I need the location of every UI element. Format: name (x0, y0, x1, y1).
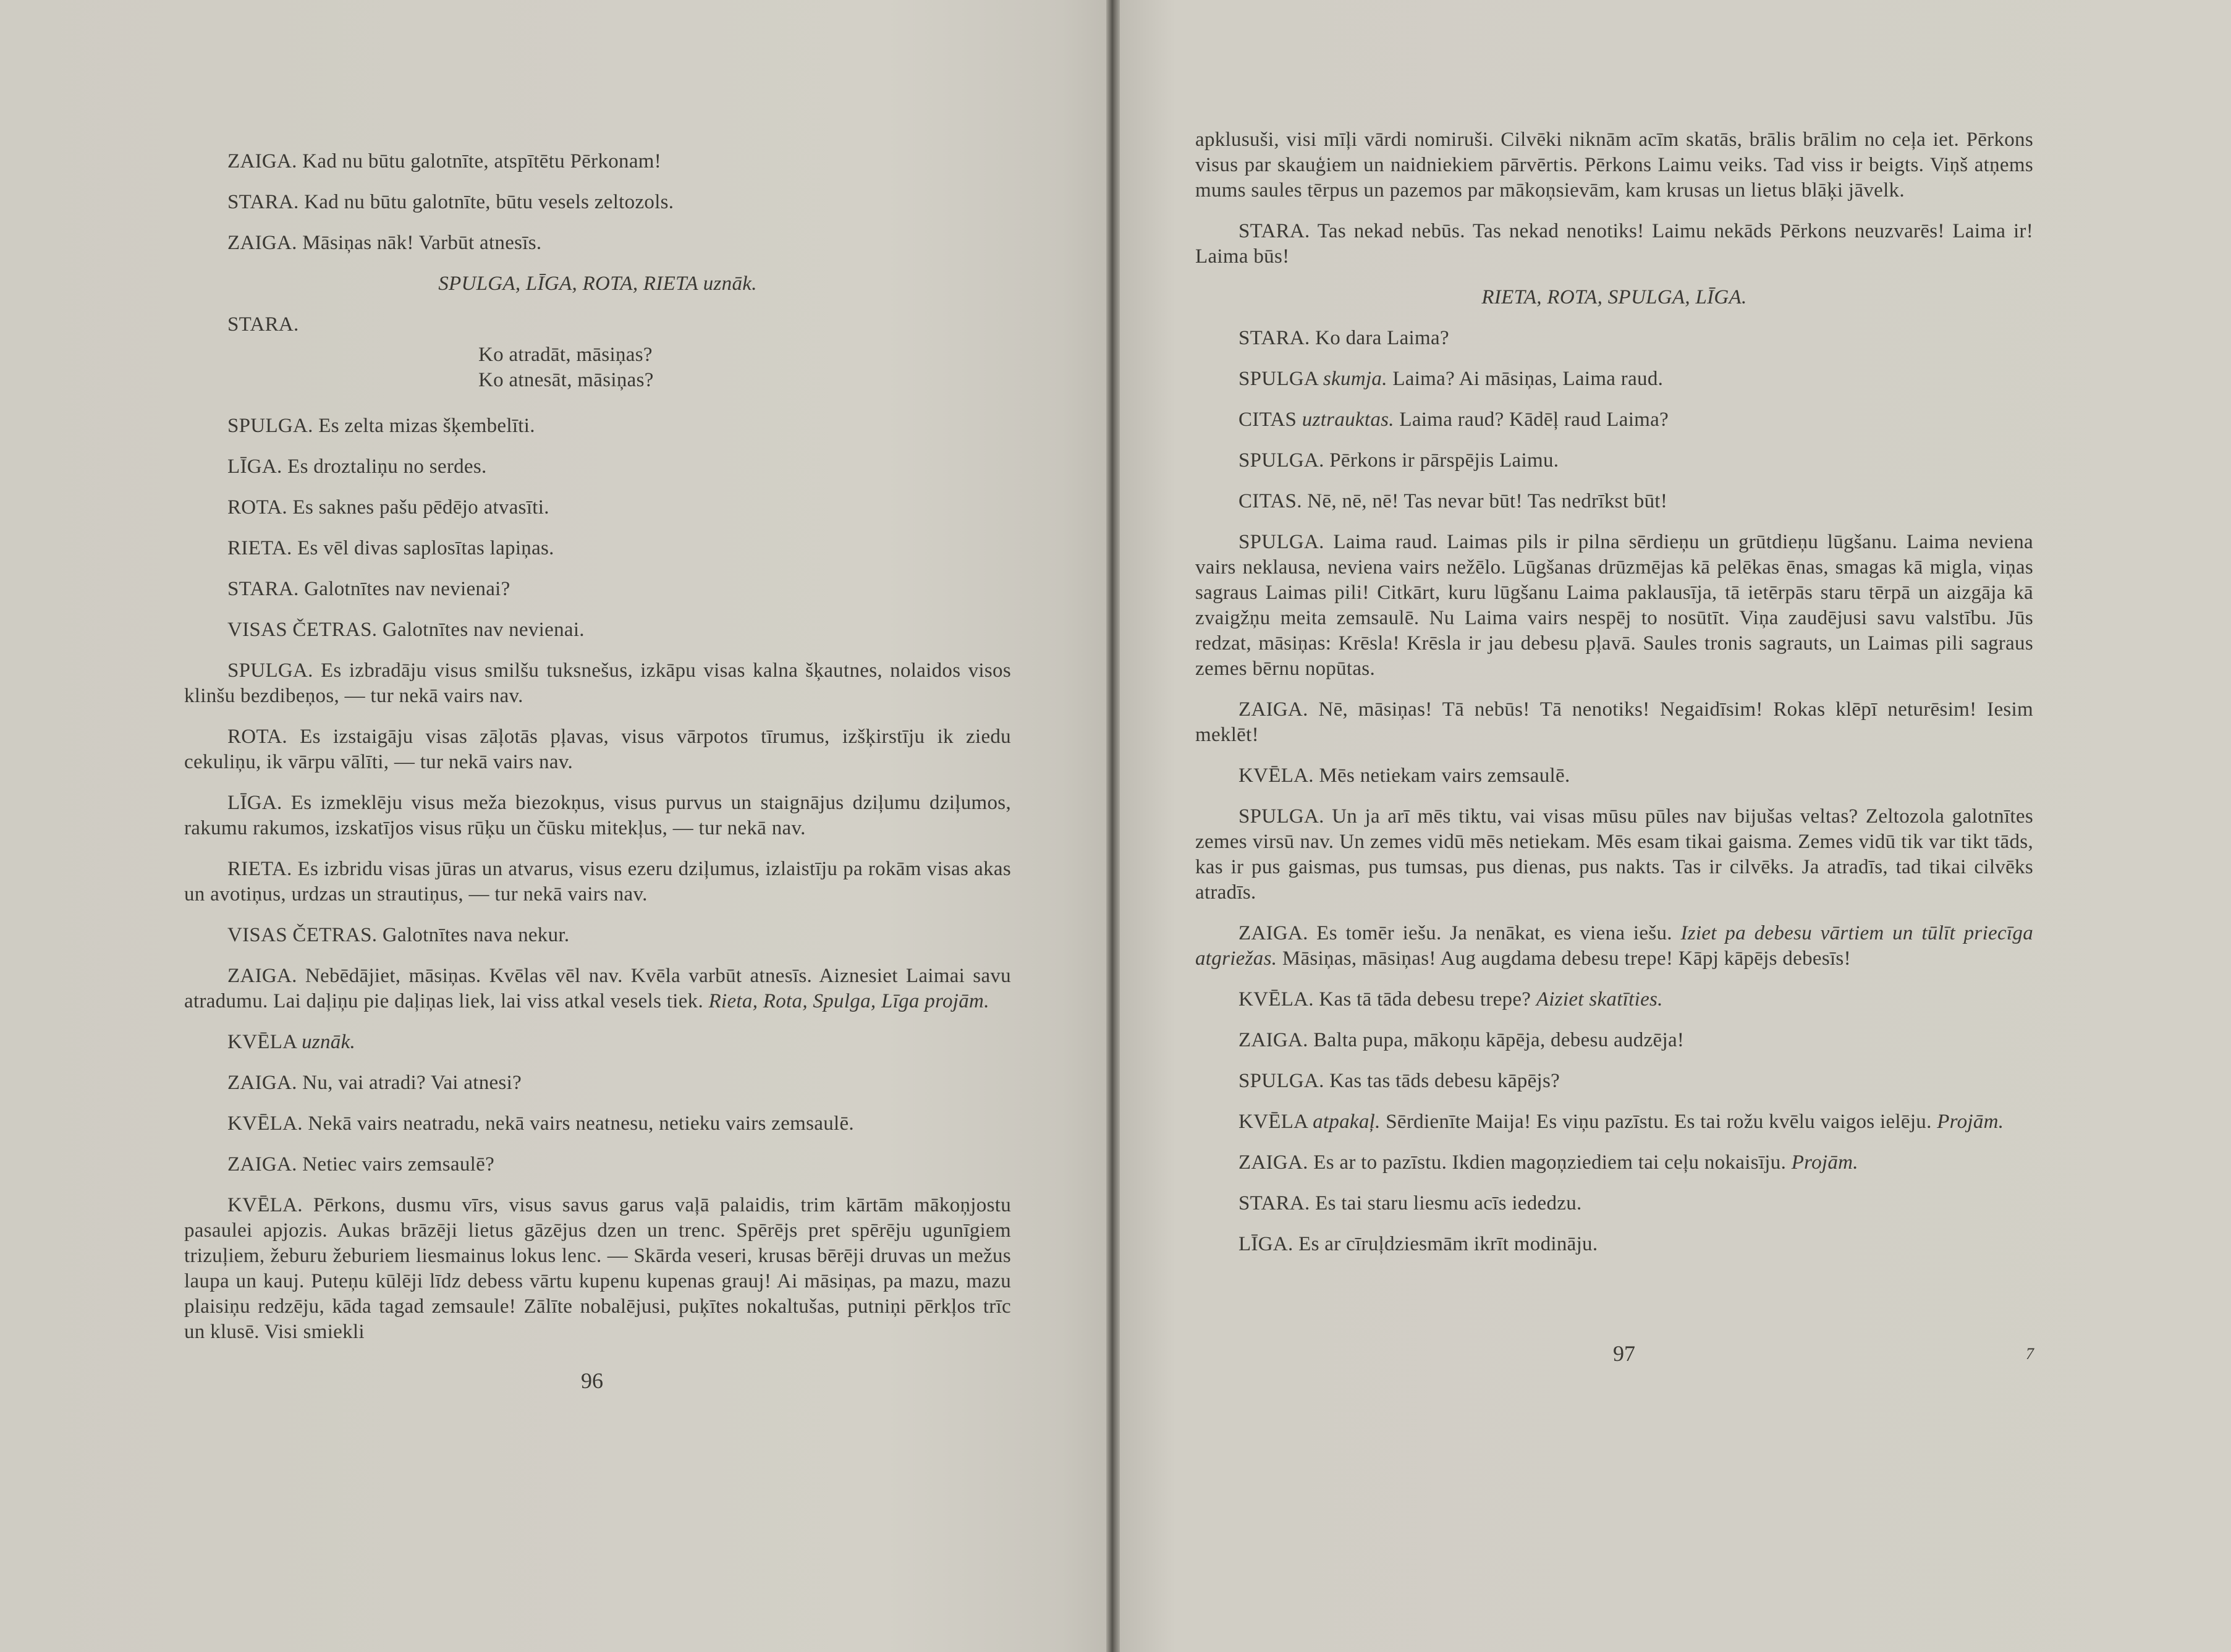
character-name: SPULGA (1238, 368, 1318, 390)
dialogue-line: STARA. Ko dara Laima? (1238, 327, 1449, 349)
stage-direction-inline: Projām. (1791, 1151, 1858, 1174)
dialogue-paragraph: apklusuši, visi mīļi vārdi nomiruši. Cilvēki niknām acīm skatās, brālis brālim no ceļa iet. Pērkons visus par skauģiem un naidniekiem pārvērtis. Pērkons Laimu veiks. Tad viss ir beigts. Viņš atņems mums saules tērpus un pazemos par mākoņsievām, kam krusas un lietus blāķi jāvelk. (1195, 129, 2033, 201)
stage-direction-inline: atpakaļ. (1313, 1111, 1381, 1133)
dialogue-paragraph: ROTA. Es izstaigāju visas zāļotās pļavas, visus vārpotos tīrumus, izšķirstīju ik ziedu cekuliņu, ik vārpu vālīti, — tur nekā vairs nav. (184, 726, 1011, 773)
page-number: 97 (1613, 1341, 1635, 1366)
stage-direction-inline: skumja. (1323, 368, 1387, 390)
verse-block (184, 312, 1011, 398)
dialogue-line: CITAS. Nē, nē, nē! Tas nevar būt! Tas nedrīkst būt! (1238, 490, 1668, 512)
dialogue-paragraph (184, 964, 1011, 1014)
dialogue-text: KVĒLA. Kas tā tāda debesu trepe? (1238, 988, 1531, 1010)
verse-line: Ko atnesāt, māsiņas? (478, 369, 654, 391)
dialogue-text: ZAIGA. Nebēdājiet, māsiņas. Kvēlas vēl nav. Kvēla varbūt atnesīs. Aiznesiet Laimai savu atradumu. Lai daļiņu pie daļiņas liek, lai viss atkal vesels tiek. (184, 965, 1011, 1012)
stage-direction-line (184, 1030, 1011, 1055)
verse-speaker: STARA. (227, 313, 299, 336)
dialogue-line: ROTA. Es saknes pašu pēdējo atvasīti. (227, 496, 549, 519)
dialogue-line: SPULGA. Pērkons ir pārspējis Laimu. (1238, 449, 1559, 472)
dialogue-line (1195, 1150, 2033, 1175)
dialogue-line: VISAS ČETRAS. Galotnītes nava nekur. (227, 924, 570, 946)
dialogue-line: STARA. Galotnītes nav nevienai? (227, 578, 510, 600)
page-number: 96 (581, 1368, 603, 1393)
dialogue-text: Māsiņas, māsiņas! Aug augdama debesu trepe! Kāpj kāpējs debesīs! (1282, 947, 1851, 970)
stage-direction-inline: Iziet pa debesu vārtiem un tūlīt priecīga atgriežas. (1195, 922, 2033, 970)
dialogue-line: STARA. Kad nu būtu galotnīte, būtu vesels zeltozols. (227, 191, 674, 213)
dialogue-paragraph (1195, 921, 2033, 972)
dialogue-line: STARA. Es tai staru liesmu acīs iededzu. (1238, 1192, 1582, 1214)
dialogue-line: ZAIGA. Nu, vai atradi? Vai atnesi? (227, 1072, 522, 1094)
dialogue-line: ZAIGA. Kad nu būtu galotnīte, atspītētu Pērkonam! (227, 150, 662, 172)
dialogue-paragraph: SPULGA. Un ja arī mēs tiktu, vai visas mūsu pūles nav bijušas veltas? Zeltozola galotnītes zemes virsū nav. Un zemes vidū mēs netiekam. Mēs esam tikai gaisma. Zemes vidū tik var tikt tāds, kas ir pus gaismas, pus tumsas, pus dienas, pus nakts. Tas ir cilvēks. Ja atradīs, tad tikai cilvēks atradīs. (1195, 805, 2033, 904)
dialogue-paragraph (1195, 1109, 2033, 1135)
dialogue-paragraph: LĪGA. Es izmeklēju visus meža biezokņus, visus purvus un staignājus dziļumu dziļumos, rakumu rakumos, izskatījos visus rūķu un čūsku mitekļus, — tur nekā nav. (184, 792, 1011, 839)
character-name: KVĒLA (227, 1031, 297, 1053)
dialogue-text: Laima? Ai māsiņas, Laima raud. (1392, 368, 1664, 390)
dialogue-line: KVĒLA. Mēs netiekam vairs zemsaulē. (1238, 765, 1570, 787)
dialogue-text: ZAIGA. Es tomēr iešu. Ja nenākat, es viena iešu. (1238, 922, 1672, 944)
dialogue-text: ZAIGA. Es ar to pazīstu. Ikdien magoņziediem tai ceļu nokaisīju. (1238, 1151, 1787, 1174)
stage-direction-inline: uznāk. (302, 1031, 356, 1053)
dialogue-paragraph: RIETA. Es izbridu visas jūras un atvarus, visus ezeru dziļumus, izlaistīju pa rokām visas akas un avotiņus, urdzas un strautiņus, — tur nekā vairs nav. (184, 858, 1011, 905)
dialogue-line: LĪGA. Es ar cīruļdziesmām ikrīt modināju. (1238, 1233, 1598, 1255)
stage-direction-inline: uztrauktas. (1302, 409, 1394, 431)
dialogue-paragraph: SPULGA. Es izbradāju visus smilšu tuksnešus, izkāpu visas kalna šķautnes, nolaidos visos klinšu bezdibeņos, — tur nekā vairs nav. (184, 659, 1011, 707)
stage-direction-inline: Projām. (1937, 1111, 2004, 1133)
signature-mark: 7 (2026, 1345, 2034, 1363)
dialogue-text: Laima raud? Kādēļ raud Laima? (1399, 409, 1669, 431)
dialogue-paragraph: ZAIGA. Nē, māsiņas! Tā nebūs! Tā nenotiks! Negaidīsim! Rokas klēpī neturēsim! Iesim meklēt! (1195, 698, 2033, 746)
stage-direction-inline: Rieta, Rota, Spulga, Līga projām. (708, 990, 989, 1012)
stage-direction: SPULGA, LĪGA, ROTA, RIETA uznāk. (438, 273, 757, 295)
dialogue-line (1195, 987, 2033, 1012)
dialogue-line (1195, 407, 2033, 433)
dialogue-line: SPULGA. Kas tas tāds debesu kāpējs? (1238, 1070, 1560, 1092)
dialogue-line (1195, 366, 2033, 392)
dialogue-paragraph: KVĒLA. Pērkons, dusmu vīrs, visus savus garus vaļā palaidis, trim kārtām mākoņjostu pasaulei apjozis. Aukas brāzēji lietus gāzējus dzen un trenc. Spērējs pret spērēju ugunīgiem trizuļiem, žeburu žeburiem liesmainus lokus lenc. — Skārda veseri, krusas bērēji druvas un mežus laupa un kauj. Puteņu kūlēji līdz debess vārtu kupenu kupenas grauj! Ai māsiņas, pa mazu, mazu plaisiņu redzēju, kāda tagad zemsaule! Zālīte nobalējusi, puķītes nokaltušas, putniņi pērkļos trīc un klusē. Visi smiekli (184, 1194, 1011, 1343)
dialogue-line: ZAIGA. Māsiņas nāk! Varbūt atnesīs. (227, 232, 542, 254)
dialogue-paragraph: STARA. Tas nekad nebūs. Tas nekad nenotiks! Laimu nekāds Pērkons neuzvarēs! Laima ir! Laima būs! (1195, 220, 2033, 268)
left-page-text (184, 149, 1011, 1360)
dialogue-line: RIETA. Es vēl divas saplosītas lapiņas. (227, 537, 554, 559)
dialogue-paragraph: SPULGA. Laima raud. Laimas pils ir pilna sērdieņu un grūtdieņu lūgšanu. Laima neviena vairs neklausa, neviena vairs nežēlo. Lūgšanas drūzmējas kā pelēkas ēnas, smagas kā migla, viņas sagraus Laimas pili! Citkārt, kuru lūgšanu Laima paklausīja, tā ietērpās staru tērpā un aizgāja kā zvaigžņu meita zemsaulē. Nu Laima vairs nespēj to nosūtīt. Viņa zaudējusi savu valstību. Jūs redzat, māsiņas: Krēsla! Krēsla ir jau debesu pļavā. Saules tronis sagrauts, un Laimas pili sagraus zemes bērnu nopūtas. (1195, 531, 2033, 680)
dialogue-line: SPULGA. Es zelta mizas šķembelīti. (227, 415, 535, 437)
stage-direction-inline: Aiziet skatīties. (1536, 988, 1663, 1010)
book-gutter (1106, 0, 1120, 1652)
dialogue-line: VISAS ČETRAS. Galotnītes nav nevienai. (227, 619, 585, 641)
dialogue-line: ZAIGA. Balta pupa, mākoņu kāpēja, debesu audzēja! (1238, 1029, 1685, 1051)
right-page-text (1195, 127, 2033, 1273)
left-page (0, 0, 1106, 1652)
dialogue-line: KVĒLA. Nekā vairs neatradu, nekā vairs neatnesu, netieku vairs zemsaulē. (227, 1112, 854, 1135)
dialogue-line: ZAIGA. Netiec vairs zemsaulē? (227, 1153, 495, 1175)
stage-direction: RIETA, ROTA, SPULGA, LĪGA. (1481, 286, 1747, 308)
character-name: CITAS (1238, 409, 1297, 431)
dialogue-line: LĪGA. Es droztaliņu no serdes. (227, 455, 487, 478)
character-name: KVĒLA (1238, 1111, 1308, 1133)
dialogue-text: Sērdienīte Maija! Es viņu pazīstu. Es tai rožu kvēlu vaigos ielēju. (1386, 1111, 1932, 1133)
verse-line: Ko atradāt, māsiņas? (478, 344, 653, 366)
